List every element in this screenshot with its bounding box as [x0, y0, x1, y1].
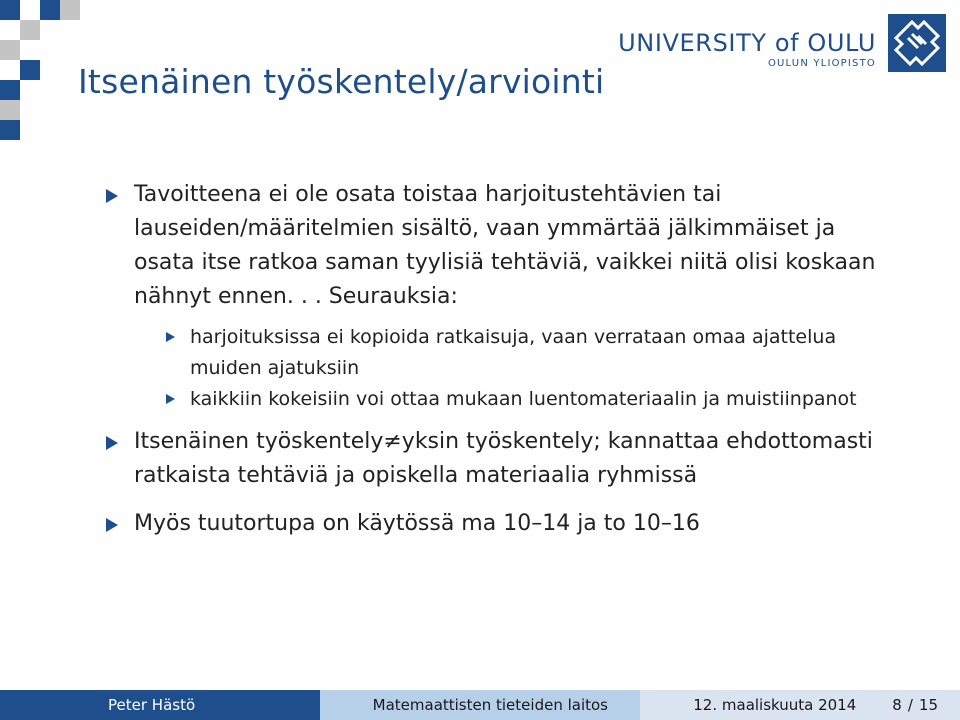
logo-main-text: UNIVERSITY of OULU [618, 29, 876, 57]
list-item [102, 425, 902, 493]
sub-list-item [134, 322, 902, 384]
footer-date-page [640, 690, 960, 720]
bullet-arrow-icon [166, 394, 175, 404]
footer-author-text: Peter Hästö [108, 696, 196, 714]
bullet-arrow-icon [106, 518, 118, 532]
university-logo-text [618, 30, 876, 69]
sub-list-item-text: kaikkiin kokeisiin voi ottaa mukaan luentomateriaalin ja muistiinpanot [190, 388, 857, 410]
list-item [102, 178, 902, 415]
page-title: Itsenäinen työskentely/arviointi [78, 62, 605, 101]
page-number: 8 [892, 696, 902, 714]
sub-list [134, 322, 902, 415]
list-item-text-part: Itsenäinen työskentely [134, 429, 384, 454]
bullet-arrow-icon [106, 436, 118, 450]
footer-department [320, 690, 640, 720]
list-item-text-part: yksin työskentely; kannattaa ehdottomasti ratkaista tehtäviä ja opiskella materiaalia ryhmissä [134, 429, 873, 488]
not-equal-symbol: ≠ [383, 429, 402, 454]
corner-decoration [0, 0, 80, 140]
sub-list-item [134, 384, 902, 415]
list-item [102, 507, 902, 541]
university-logo-icon [888, 14, 946, 72]
slide-content [102, 178, 902, 551]
bullet-arrow-icon [166, 332, 175, 342]
list-item-text: Tavoitteena ei ole osata toistaa harjoitustehtävien tai lauseiden/määritelmien sisältö, vaan ymmärtää jälkimmäiset ja osata itse ratkoa saman tyylisiä tehtäviä, vaikkei niitä olisi koskaan nähnyt ennen. . . Seurauksia: [134, 182, 876, 309]
footer-department-text: Matemaattisten tieteiden laitos [372, 696, 608, 714]
footer-author [0, 690, 320, 720]
bullet-arrow-icon [106, 189, 118, 203]
footer-bar [0, 690, 960, 720]
page-separator: / [907, 696, 913, 714]
page-total: 15 [918, 696, 938, 714]
logo-sub-text: OULUN YLIOPISTO [767, 58, 876, 69]
footer-date: 12. maaliskuuta 2014 [693, 696, 857, 714]
list-item-text: Myös tuutortupa on käytössä ma 10–14 ja to 10–16 [134, 511, 700, 536]
sub-list-item-text: harjoituksissa ei kopioida ratkaisuja, vaan verrataan omaa ajattelua muiden ajatuksiin [190, 326, 837, 379]
